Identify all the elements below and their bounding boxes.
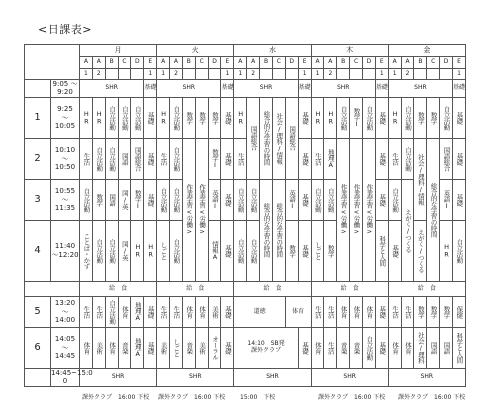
footer-note: 課外クラブ 16:00 下校 [158, 394, 226, 401]
subject-cell: 総合的な学習の時間 [272, 179, 285, 281]
class-letter: D [208, 57, 221, 69]
period-number [25, 80, 51, 98]
subject-cell: 基礎 [388, 220, 401, 281]
class-number: 1 [80, 69, 93, 80]
class-letter: E [453, 57, 466, 69]
subject-cell: 基礎 [298, 80, 311, 98]
subject-cell: 地理A [324, 138, 337, 179]
subject-cell: 自立活動 [92, 220, 105, 281]
subject-cell: 自立活動 [234, 179, 247, 220]
class-number: 2 [247, 69, 260, 80]
subject-cell: HR [80, 97, 93, 138]
class-number [260, 69, 273, 80]
subject-cell: 数学 [182, 97, 195, 138]
subject-cell: 国語総合 [247, 97, 260, 179]
subject-cell: 生活 [157, 138, 170, 179]
subject-cell: 基礎 [144, 138, 157, 179]
subject-cell: 数学 [92, 179, 105, 220]
subject-cell: しごと [157, 220, 170, 281]
subject-cell: 地理A [131, 296, 144, 327]
subject-cell: HR [157, 97, 170, 138]
subject-cell: 自立活動 [92, 138, 105, 179]
class-letter: A [234, 57, 247, 69]
subject-cell: 自立活動 [311, 179, 324, 220]
subject-cell: 数学 [285, 220, 298, 281]
subject-cell: 自立活動 [453, 220, 466, 281]
class-number-row [25, 69, 466, 80]
class-letter: D [363, 57, 376, 69]
class-letter: B [337, 57, 350, 69]
timetable [24, 44, 466, 387]
subject-cell: SHR [388, 368, 465, 386]
subject-cell: 基礎 [221, 138, 234, 179]
class-letter: D [131, 57, 144, 69]
subject-cell: 基礎 [453, 138, 466, 179]
class-number [427, 69, 440, 80]
class-number [272, 69, 285, 80]
subject-cell: 基礎 [221, 179, 234, 220]
subject-cell: 作業学習<労働> [350, 138, 363, 281]
subject-cell: 美術 [92, 327, 105, 368]
subject-cell: 基礎 [298, 179, 311, 220]
subject-cell: 国/英 [118, 220, 131, 281]
subject-cell: 基礎 [298, 327, 311, 368]
class-number: 2 [401, 69, 414, 80]
subject-cell: 国/英 [118, 179, 131, 220]
subject-cell: 14:10 SB発 課外クラブ [234, 327, 298, 368]
subject-cell: 基礎 [375, 179, 388, 220]
class-letter: B [182, 57, 195, 69]
subject-cell: 保健 [453, 296, 466, 327]
subject-cell: 基礎 [453, 80, 466, 98]
subject-cell: 生活 [388, 138, 401, 179]
subject-cell: 作業学習<労働> [195, 138, 208, 281]
subject-cell: 体育 [311, 327, 324, 368]
subject-cell: HR [92, 97, 105, 138]
class-number: 1 [375, 69, 388, 80]
subject-cell: 美術 [157, 327, 170, 368]
subject-cell: 自立活動 [105, 138, 118, 179]
subject-cell: 自立活動 [157, 179, 170, 220]
class-number [195, 69, 208, 80]
subject-cell: 自立活動 [337, 97, 350, 138]
subject-cell: 美術 [208, 296, 221, 327]
subject-cell: 自立活動 [170, 138, 183, 179]
subject-cell: 科学と人間 [453, 327, 466, 368]
subject-cell: 道徳 [234, 296, 285, 327]
subject-cell: 自立活動 [401, 97, 414, 138]
subject-cell: 基礎 [221, 296, 234, 327]
day-header: 水 [234, 45, 311, 57]
footer-note: 15:00 下校 [240, 394, 276, 401]
subject-cell: 基礎 [453, 97, 466, 138]
subject-cell: 給 食 [80, 281, 157, 296]
subject-cell: 音楽 [118, 327, 131, 368]
page-title: <日課表> [38, 23, 92, 36]
subject-cell: 自立活動 [105, 220, 118, 281]
period-row [25, 97, 466, 138]
class-letter: C [427, 57, 440, 69]
subject-cell: 生活 [388, 296, 401, 327]
subject-cell: HR [440, 220, 453, 281]
subject-cell: しごと [170, 327, 183, 368]
class-number: 1 [157, 69, 170, 80]
class-letter: C [350, 57, 363, 69]
day-header: 月 [80, 45, 157, 57]
subject-cell: 体育 [195, 296, 208, 327]
subject-cell: 体育 [105, 327, 118, 368]
subject-cell: 社会/理科 [414, 327, 427, 368]
subject-cell: 英語I [208, 179, 221, 220]
subject-cell: 音楽 [182, 327, 195, 368]
day-header: 金 [388, 45, 465, 57]
day-header: 火 [157, 45, 234, 57]
subject-cell: SHR [311, 80, 375, 98]
period-row [25, 368, 466, 386]
footer-note: 課外クラブ 16:00 下校 [398, 394, 466, 401]
subject-cell: 生活 [170, 296, 183, 327]
period-number: 2 [25, 138, 51, 179]
subject-cell: 自立活動 [440, 97, 453, 138]
subject-cell: ことば・かず [80, 220, 93, 281]
class-letter: E [298, 57, 311, 69]
subject-cell: 基礎 [298, 138, 311, 179]
subject-cell: 基礎 [375, 327, 388, 368]
class-number: 1 [453, 69, 466, 80]
period-number: 1 [25, 97, 51, 138]
class-letter: B [105, 57, 118, 69]
subject-cell: 音楽 [350, 327, 363, 368]
period-row [25, 179, 466, 220]
subject-cell: 基礎 [144, 327, 157, 368]
period-row [25, 296, 466, 327]
period-time: 10:10 〜 10:50 [51, 138, 80, 179]
class-number [208, 69, 221, 80]
period-time: 10:55 〜 11:35 [51, 179, 80, 220]
subject-cell: 数学 [195, 97, 208, 138]
period-number: 5 [25, 296, 51, 327]
period-row [25, 327, 466, 368]
class-letter: A [311, 57, 324, 69]
period-row [25, 138, 466, 179]
subject-cell: 生活 [234, 138, 247, 179]
subject-cell: 数学 [427, 97, 440, 138]
class-number: 1 [221, 69, 234, 80]
class-letter: A [80, 57, 93, 69]
subject-cell: 給 食 [157, 281, 234, 296]
period-number: 4 [25, 220, 51, 281]
subject-cell: 情報A [208, 220, 221, 281]
subject-cell: 英語I [285, 179, 298, 220]
subject-cell: 基礎 [375, 97, 388, 138]
subject-cell: えがく/つくる [401, 179, 414, 281]
class-number: 1 [234, 69, 247, 80]
subject-cell: 美術 [195, 327, 208, 368]
subject-cell: HR [311, 97, 324, 138]
subject-cell: 社会/理科/情報 [414, 138, 427, 220]
class-letter: E [144, 57, 157, 69]
subject-cell: 作業学習<労働> [182, 138, 195, 281]
subject-cell: 地理A [131, 327, 144, 368]
class-letter: C [272, 57, 285, 69]
subject-cell: HR [324, 97, 337, 138]
period-time: 13:20 〜 14:00 [51, 296, 80, 327]
subject-cell: SHR [80, 80, 144, 98]
subject-cell: HR [388, 97, 401, 138]
period-row [25, 220, 466, 281]
subject-cell: 体育 [118, 296, 131, 327]
subject-cell: 体育 [80, 327, 93, 368]
subject-cell: 数学I [350, 97, 363, 138]
subject-cell: 国語総合 [131, 138, 144, 179]
subject-cell: 国語総合 [285, 97, 298, 179]
class-number [118, 69, 131, 80]
period-number: 3 [25, 179, 51, 220]
subject-cell: 体育 [350, 296, 363, 327]
subject-cell: 生活 [311, 296, 324, 327]
period-time: 11:40 〜12:20 [51, 220, 80, 281]
subject-cell: 国語 [105, 179, 118, 220]
lunch-row [25, 281, 466, 296]
subject-cell: SHR [388, 80, 452, 98]
class-number: 1 [388, 69, 401, 80]
class-letter: A [157, 57, 170, 69]
subject-cell: 国語総合 [440, 138, 453, 179]
subject-cell: HR [144, 220, 157, 281]
class-letter: A [401, 57, 414, 69]
subject-cell: 基礎 [375, 80, 388, 98]
class-number [131, 69, 144, 80]
class-letter: C [118, 57, 131, 69]
class-letter: B [414, 57, 427, 69]
subject-cell: 生活 [157, 296, 170, 327]
subject-cell: 数学I [131, 179, 144, 220]
subject-cell: オーラル [208, 327, 221, 368]
class-number: 2 [170, 69, 183, 80]
class-number [105, 69, 118, 80]
class-letter: E [375, 57, 388, 69]
class-letter: A [388, 57, 401, 69]
class-letter: A [247, 57, 260, 69]
footer-note: 課外クラブ 16:00 下校 [82, 394, 150, 401]
subject-cell: 作業学習<労働> [363, 138, 376, 281]
subject-cell: HR [234, 97, 247, 138]
subject-cell: 給 食 [388, 281, 465, 296]
subject-cell: SHR [157, 368, 234, 386]
subject-cell: 生活 [311, 138, 324, 179]
subject-cell: 国語 [427, 327, 440, 368]
subject-cell: 自立活動 [401, 138, 414, 179]
footer-note: 課外クラブ 16:00 下校 [318, 394, 386, 401]
subject-cell: 自立活動 [363, 327, 376, 368]
subject-cell: 自立活動 [118, 97, 131, 138]
subject-cell: 基礎 [144, 97, 157, 138]
subject-cell: 基礎 [144, 296, 157, 327]
subject-cell: 数学 [414, 97, 427, 138]
subject-cell: 自立活動 [247, 220, 260, 281]
subject-cell: 自立活動 [80, 179, 93, 220]
subject-cell: 自立活動 [131, 97, 144, 138]
subject-cell: SHR [311, 368, 388, 386]
subject-cell: 数学 [414, 296, 427, 327]
subject-cell: しごと [311, 220, 324, 281]
subject-cell: 自立活動 [170, 179, 183, 220]
subject-cell: 自立活動 [234, 220, 247, 281]
subject-cell: 基礎 [144, 80, 157, 98]
class-letter: C [195, 57, 208, 69]
class-number [440, 69, 453, 80]
subject-cell: 基礎 [144, 179, 157, 220]
subject-cell: 自立活動 [324, 179, 337, 220]
class-number [350, 69, 363, 80]
subject-cell: 英語I [440, 179, 453, 220]
subject-cell: 体育 [285, 296, 311, 327]
class-letter: D [285, 57, 298, 69]
lunch-blank [25, 281, 80, 296]
subject-cell: 音楽 [337, 327, 350, 368]
subject-cell: 自立活動 [170, 97, 183, 138]
subject-cell: 基礎 [375, 138, 388, 179]
subject-cell: 生活 [324, 296, 337, 327]
class-number [363, 69, 376, 80]
subject-cell: 給 食 [234, 281, 311, 296]
class-letter: E [221, 57, 234, 69]
class-letter: D [440, 57, 453, 69]
subject-cell: 数学 [324, 220, 337, 281]
subject-cell: 基礎 [221, 80, 234, 98]
class-number [285, 69, 298, 80]
subject-cell: HR [131, 220, 144, 281]
subject-cell: 体育 [401, 327, 414, 368]
class-letter-row [25, 57, 466, 69]
class-number: 1 [298, 69, 311, 80]
class-number: 2 [92, 69, 105, 80]
subject-cell: 体育 [182, 296, 195, 327]
subject-cell: 体育 [388, 327, 401, 368]
corner-cell [25, 45, 80, 80]
period-number [25, 368, 51, 386]
subject-cell: 自立活動 [363, 97, 376, 138]
subject-cell: 数学I [208, 138, 221, 179]
subject-cell: 総合的な学習の時間 [427, 138, 440, 281]
class-letter: B [260, 57, 273, 69]
class-number [414, 69, 427, 80]
subject-cell: 生活 [92, 296, 105, 327]
subject-cell: 生活 [401, 296, 414, 327]
period-row [25, 80, 466, 98]
subject-cell: 基礎 [375, 296, 388, 327]
class-number: 1 [311, 69, 324, 80]
subject-cell: 科学と人間 [375, 220, 388, 281]
subject-cell: 総合的な学習の時間 [260, 97, 273, 179]
subject-cell: 生活 [324, 327, 337, 368]
subject-cell: 数学 [208, 97, 221, 138]
subject-cell: 国語 [440, 327, 453, 368]
subject-cell: SHR [234, 368, 311, 386]
subject-cell: 基礎 [221, 220, 234, 281]
subject-cell: 自立活動 [105, 296, 118, 327]
subject-cell: 自立活動 [388, 179, 401, 220]
subject-cell: 体育 [337, 296, 350, 327]
class-number: 1 [144, 69, 157, 80]
subject-cell: 数学 [440, 296, 453, 327]
subject-cell: SHR [80, 368, 157, 386]
class-letter: A [170, 57, 183, 69]
subject-cell: 基礎 [298, 220, 311, 281]
period-time: 9:25 〜 10:05 [51, 97, 80, 138]
subject-cell: 生活 [80, 296, 93, 327]
subject-cell: えがく/つくる [414, 220, 427, 281]
subject-cell: 数学 [427, 296, 440, 327]
period-number: 6 [25, 327, 51, 368]
class-number [182, 69, 195, 80]
subject-cell: 総合的な学習の時間 [260, 179, 273, 281]
subject-cell: 給 食 [311, 281, 388, 296]
day-header-row [25, 45, 466, 57]
subject-cell: 社会/理科/情報 [272, 97, 285, 179]
subject-cell: 自立活動 [170, 220, 183, 281]
subject-cell: 自立活動 [105, 97, 118, 138]
subject-cell: SHR [157, 80, 221, 98]
subject-cell: 基礎 [453, 179, 466, 220]
subject-cell: 生活 [80, 138, 93, 179]
period-time: 14:05 〜 14:45 [51, 327, 80, 368]
subject-cell: SHR [234, 80, 298, 98]
subject-cell: 国語 [118, 138, 131, 179]
subject-cell: 基礎 [298, 97, 311, 138]
subject-cell: 自立活動 [247, 179, 260, 220]
period-time: 14:45~15:0 0 [51, 368, 93, 386]
class-number [337, 69, 350, 80]
subject-cell: 体育 [363, 296, 376, 327]
class-letter: A [324, 57, 337, 69]
period-time: 9:05 〜 9:20 [51, 80, 80, 98]
subject-cell: 作業学習<労働> [337, 138, 350, 281]
subject-cell: 基礎 [221, 97, 234, 138]
day-header: 木 [311, 45, 388, 57]
class-number: 2 [324, 69, 337, 80]
subject-cell: 基礎 [221, 327, 234, 368]
class-letter: A [92, 57, 105, 69]
